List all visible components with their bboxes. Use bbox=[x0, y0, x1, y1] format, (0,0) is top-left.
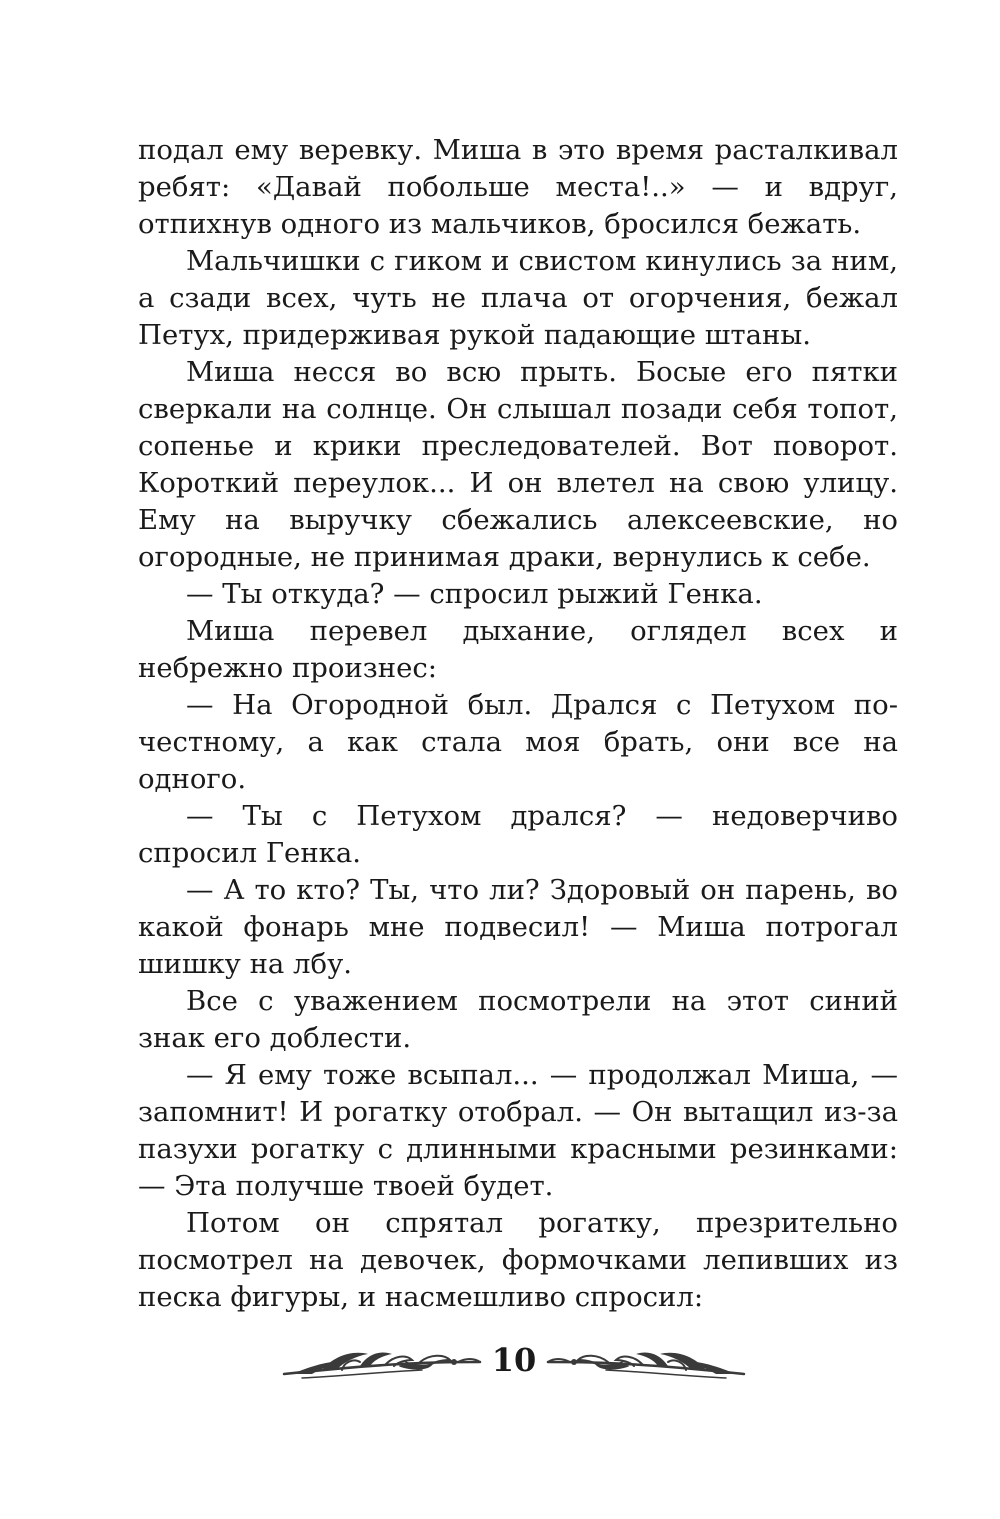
floral-flourish-right-icon bbox=[546, 1340, 746, 1384]
paragraph: — Ты откуда? — спросил рыжий Генка. bbox=[186, 578, 763, 610]
floral-flourish-left-icon bbox=[282, 1340, 482, 1384]
page-footer bbox=[0, 1334, 1000, 1394]
page-body-text bbox=[138, 132, 898, 1316]
paragraph: Миша перевел дыхание, оглядел всех и небрежно произнес: bbox=[138, 615, 898, 684]
paragraph: Все с уважением посмотрели на этот синий знак его доблести. bbox=[138, 985, 898, 1054]
paragraph: — Я ему тоже всыпал... — продолжал Миша, — запомнит! И рогатку отобрал. — Он вытащил из-за пазухи рогатку с длинными красными резинками: — Эта получше твоей будет. bbox=[138, 1059, 898, 1202]
paragraph: — Ты с Петухом дрался? — недоверчиво спросил Генка. bbox=[138, 800, 898, 869]
paragraph: — А то кто? Ты, что ли? Здоровый он парень, во какой фонарь мне подвесил! — Миша потрогал шишку на лбу. bbox=[138, 874, 898, 980]
paragraph: Потом он спрятал рогатку, презрительно посмотрел на девочек, формочками лепивших из песка фигуры, и насмешливо спросил: bbox=[138, 1207, 898, 1313]
paragraph: подал ему веревку. Миша в это время расталкивал ребят: «Давай побольше места!..» — и вдруг, отпихнув одного из мальчиков, бросился бежать. bbox=[138, 134, 898, 240]
paragraph: Миша несся во всю прыть. Босые его пятки сверкали на солнце. Он слышал позади себя топот, сопенье и крики преследователей. Вот поворот. Короткий переулок... И он влетел на свою улицу. Ему на выручку сбежались алексеевские, но огородные, не принимая драки, вернулись к себе. bbox=[138, 356, 898, 573]
paragraph: Мальчишки с гиком и свистом кинулись за ним, а сзади всех, чуть не плача от огорчения, бежал Петух, придерживая рукой падающие штаны. bbox=[138, 245, 898, 351]
paragraph: — На Огородной был. Дрался с Петухом по-честному, а как стала моя брать, они все на одного. bbox=[138, 689, 898, 795]
page-number: 10 bbox=[491, 1341, 537, 1379]
